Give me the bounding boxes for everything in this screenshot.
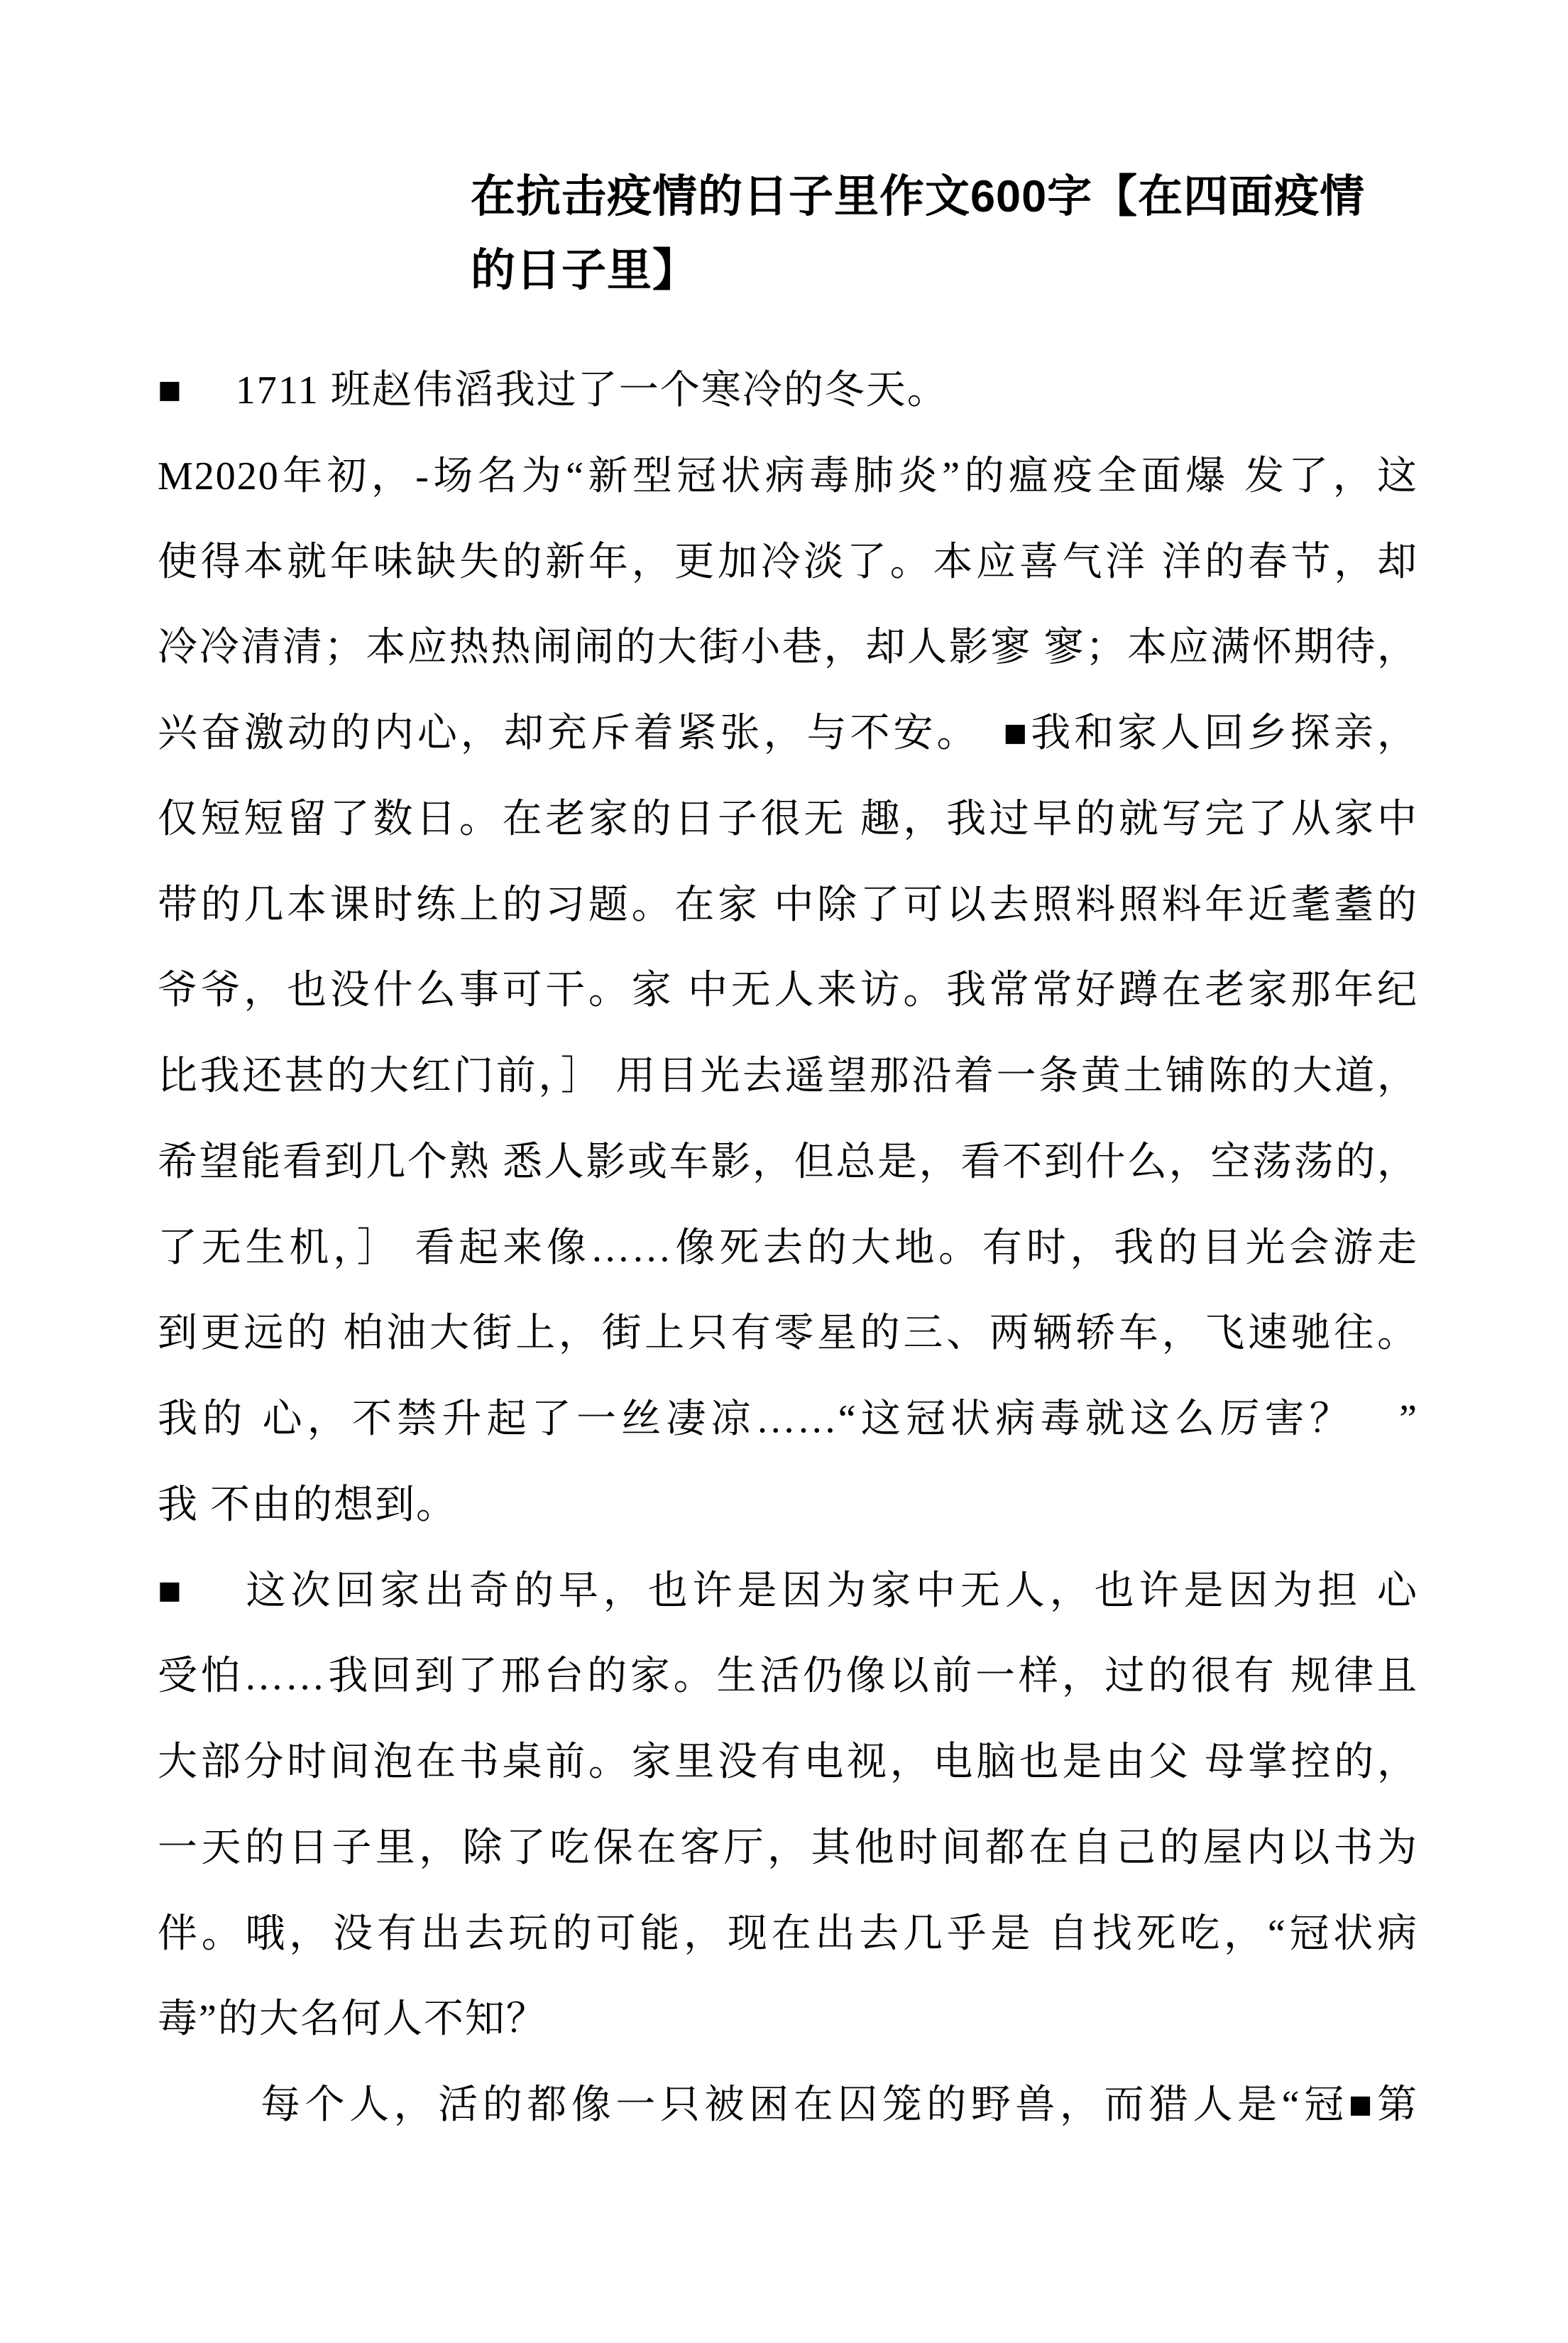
text-line: 伴。哦，没有出去玩的可能，现在出去几乎是 自找死吃，“冠状病 [158, 1911, 1418, 1956]
text-line: 受怕……我回到了邢台的家。生活仍像以前一样，过的很有 规律且 [158, 1654, 1419, 1699]
text-line: 爷爷，也没什么事可干。家 中无人来访。我常常好蹲在老家那年纪 [158, 968, 1418, 1013]
document-title [471, 160, 1422, 307]
text-line: M2020年初，-场名为“新型冠状病毒肺炎”的瘟疫全面爆 发了，这 [158, 454, 1418, 498]
text-line: 每个人，活的都像一只被困在囚笼的野兽，而猎人是“冠■第 [261, 2083, 1418, 2127]
text-line: 到更远的 柏油大街上，街上只有零星的三、两辆轿车，飞速驰往。 [158, 1311, 1418, 1356]
text-line: 使得本就年味缺失的新年，更加冷淡了。本应喜气洋 洋的春节，却 [158, 540, 1418, 584]
text-line: 比我还甚的大红门前，］ 用目光去遥望那沿着一条黄土铺陈的大道， [158, 1054, 1418, 1098]
document-body [158, 348, 1418, 2148]
text-line: 我的 心，不禁升起了一丝凄凉……“这冠状病毒就这么厉害？ ” [158, 1397, 1418, 1441]
text-line: 一天的日子里，除了吃保在客厅，其他时间都在自己的屋内以书为 [158, 1825, 1418, 1870]
text-line: 大部分时间泡在书桌前。家里没有电视，电脑也是由父 母掌控的， [158, 1740, 1418, 1784]
text-line: ■ 1711 班赵伟滔我过了一个寒冷的冬天。 [158, 368, 948, 413]
text-line: 仅短短留了数日。在老家的日子很无 趣，我过早的就写完了从家中 [158, 797, 1418, 841]
title-line-1: 在抗击疫情的日子里作文600字【在四面疫情 [471, 172, 1366, 222]
text-line: 希望能看到几个熟 悉人影或车影，但总是，看不到什么，空荡荡的， [158, 1140, 1418, 1184]
text-line: 我 不由的想到。 [158, 1482, 457, 1527]
text-line: 兴奋激动的内心，却充斥着紧张，与不安。 ■我和家人回乡探亲， [158, 711, 1418, 755]
text-line: 了无生机，］ 看起来像……像死去的大地。有时，我的目光会游走 [158, 1225, 1418, 1270]
text-line: ■ 这次回家出奇的早，也许是因为家中无人，也许是因为担 心 [158, 1568, 1418, 1613]
text-line: 带的几本课时练上的习题。在家 中除了可以去照料照料年近耄耋的 [158, 883, 1418, 927]
text-line: 冷冷清清；本应热热闹闹的大街小巷，却人影寥 寥；本应满怀期待， [158, 626, 1418, 670]
text-line: 毒”的大名何人不知？ [158, 1997, 547, 2042]
title-line-2: 的日子里】 [471, 246, 698, 295]
